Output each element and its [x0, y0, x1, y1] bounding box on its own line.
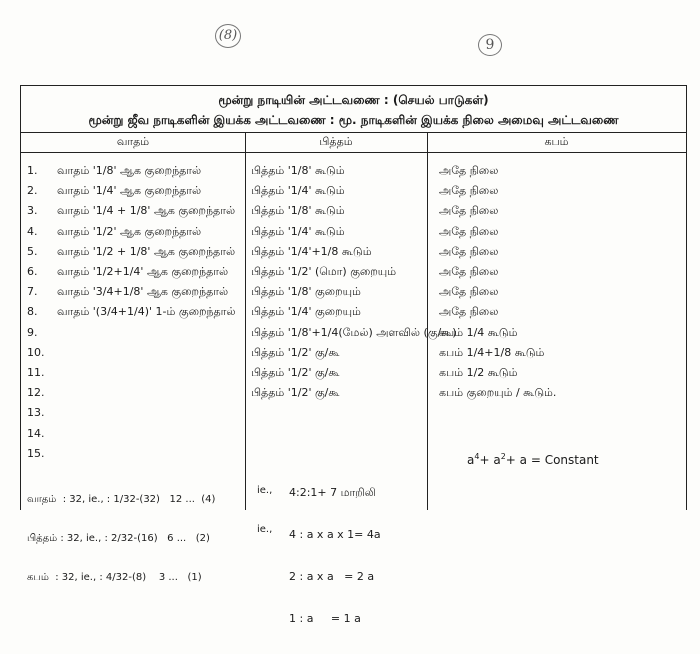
row-number: 8. [27, 305, 38, 319]
row-number: 2. [27, 184, 38, 198]
footer-line: வாதம் : 32, ie., : 1/32-(32) 12 ... (4) [27, 494, 216, 505]
row-number: 3. [27, 204, 38, 218]
table-row [21, 323, 686, 343]
equation-term: + a = Constant [505, 453, 599, 467]
constant-equation [467, 452, 599, 467]
vatham-cell: வாதம் '1/2' ஆக குறைந்தால் [57, 224, 202, 238]
equation-exponent: 2 [500, 452, 506, 461]
kapham-cell: கபம் 1/4 கூடும் [439, 325, 518, 339]
footer-ratio-line: 4:2:1+ 7 மாறிலி [289, 486, 376, 499]
pitham-cell: பித்தம் '1/8'+1/4(மேல்) அளவில் (கு/கூ) [251, 325, 457, 339]
equation-base: a [467, 453, 475, 467]
row-number: 6. [27, 265, 38, 278]
nadi-table [20, 85, 687, 625]
footer-line: கபம் : 32, ie., : 4/32-(8) 3 ... (1) [27, 572, 202, 583]
row-number: 10. [27, 345, 45, 359]
equation-term: + a [479, 453, 501, 467]
table-title-block [21, 86, 686, 133]
table-row [21, 242, 686, 262]
vatham-cell: வாதம் '1/2 + 1/8' ஆக குறைந்தால் [57, 244, 236, 258]
table-row [21, 181, 686, 201]
kapham-cell: அதே நிலை [439, 265, 499, 278]
footer-ratio-lines [289, 458, 381, 654]
table-subtitle: மூன்று ஜீவ நாடிகளின் இயக்க அட்டவணை : மூ. நாடிகளின் இயக்க நிலை அமைவு அட்டவணை [88, 113, 619, 127]
handwritten-circled-mark: (8) [215, 24, 241, 48]
table-row [21, 403, 686, 423]
footer-ie-labels [257, 458, 272, 562]
footer-ratio-line: 1 : a = 1 a [289, 612, 361, 625]
row-number: 5. [27, 244, 38, 258]
pitham-cell: பித்தம் '1/2' (மொ) குறையும் [251, 265, 397, 278]
kapham-cell: அதே நிலை [439, 204, 499, 218]
row-number: 12. [27, 386, 45, 400]
kapham-cell: அதே நிலை [439, 244, 499, 258]
pitham-cell: பித்தம் '1/8' குறையும் [251, 285, 361, 299]
kapham-cell: அதே நிலை [439, 164, 499, 177]
footer-ie-label: ie., [257, 485, 273, 496]
row-number: 11. [27, 366, 45, 379]
pitham-cell: பித்தம் '1/2' கு/கூ [251, 345, 340, 359]
pitham-cell: பித்தம் '1/4' கூடும் [251, 224, 345, 238]
kapham-cell: அதே நிலை [439, 285, 499, 299]
table-row [21, 282, 686, 302]
table-row [21, 383, 686, 403]
equation-exponent: 4 [474, 452, 480, 461]
table-row [21, 424, 686, 444]
table-row [21, 343, 686, 363]
pitham-cell: பித்தம் '1/4' குறையும் [251, 305, 361, 319]
vatham-cell: வாதம் '1/2+1/4' ஆக குறைந்தால் [57, 265, 229, 278]
kapham-cell: கபம் 1/4+1/8 கூடும் [439, 345, 545, 359]
table-row [21, 201, 686, 221]
column-header-row [21, 132, 686, 153]
vatham-cell: வாதம் '3/4+1/8' ஆக குறைந்தால் [57, 285, 229, 299]
row-number: 4. [27, 224, 38, 238]
row-number: 13. [27, 406, 45, 420]
row-number: 1. [27, 164, 38, 177]
vatham-cell: வாதம் '1/4 + 1/8' ஆக குறைந்தால் [57, 204, 236, 218]
footer-ratio-line: 2 : a x a = 2 a [289, 570, 375, 583]
column-header-vatham: வாதம் [116, 135, 150, 148]
pitham-cell: பித்தம் '1/8' கூடும் [251, 164, 345, 177]
table-row [21, 302, 686, 322]
vatham-cell: வாதம் '1/8' ஆக குறைந்தால் [57, 164, 202, 177]
footer-ratio-line: 4 : a x a x 1= 4a [289, 528, 381, 541]
pitham-cell: பித்தம் '1/4' கூடும் [251, 184, 345, 198]
pitham-cell: பித்தம் '1/8' கூடும் [251, 204, 345, 218]
pitham-cell: பித்தம் '1/4'+1/8 கூடும் [251, 244, 372, 258]
kapham-cell: கபம் குறையும் / கூடும். [439, 386, 557, 400]
row-number: 14. [27, 426, 45, 440]
kapham-cell: கபம் 1/2 கூடும் [439, 366, 518, 379]
kapham-cell: அதே நிலை [439, 184, 499, 198]
row-number: 9. [27, 325, 38, 339]
column-header-kapham: கபம் [544, 135, 569, 148]
vatham-cell: வாதம் '(3/4+1/4)' 1-ம் குறைந்தால் [57, 305, 236, 319]
vatham-cell: வாதம் '1/4' ஆக குறைந்தால் [57, 184, 202, 198]
kapham-cell: அதே நிலை [439, 305, 499, 319]
pitham-cell: பித்தம் '1/2' கு/கூ [251, 386, 340, 400]
column-header-pitham: பித்தம் [319, 135, 353, 148]
handwritten-page-number: 9 [478, 34, 502, 56]
footer-left-notes [27, 467, 215, 610]
footer-ie-label: ie., [257, 524, 273, 535]
table-row [21, 222, 686, 242]
row-number: 15. [27, 446, 45, 460]
pitham-cell: பித்தம் '1/2' கு/கூ [251, 366, 340, 379]
table-title: மூன்று நாடியின் அட்டவணை : (செயல் பாடுகள்) [218, 93, 489, 107]
table-row [21, 262, 686, 282]
kapham-cell: அதே நிலை [439, 224, 499, 238]
footer-line: பித்தம் : 32, ie., : 2/32-(16) 6 ... (2) [27, 533, 210, 544]
table-row [21, 161, 686, 181]
table-row [21, 363, 686, 383]
row-number: 7. [27, 285, 38, 299]
